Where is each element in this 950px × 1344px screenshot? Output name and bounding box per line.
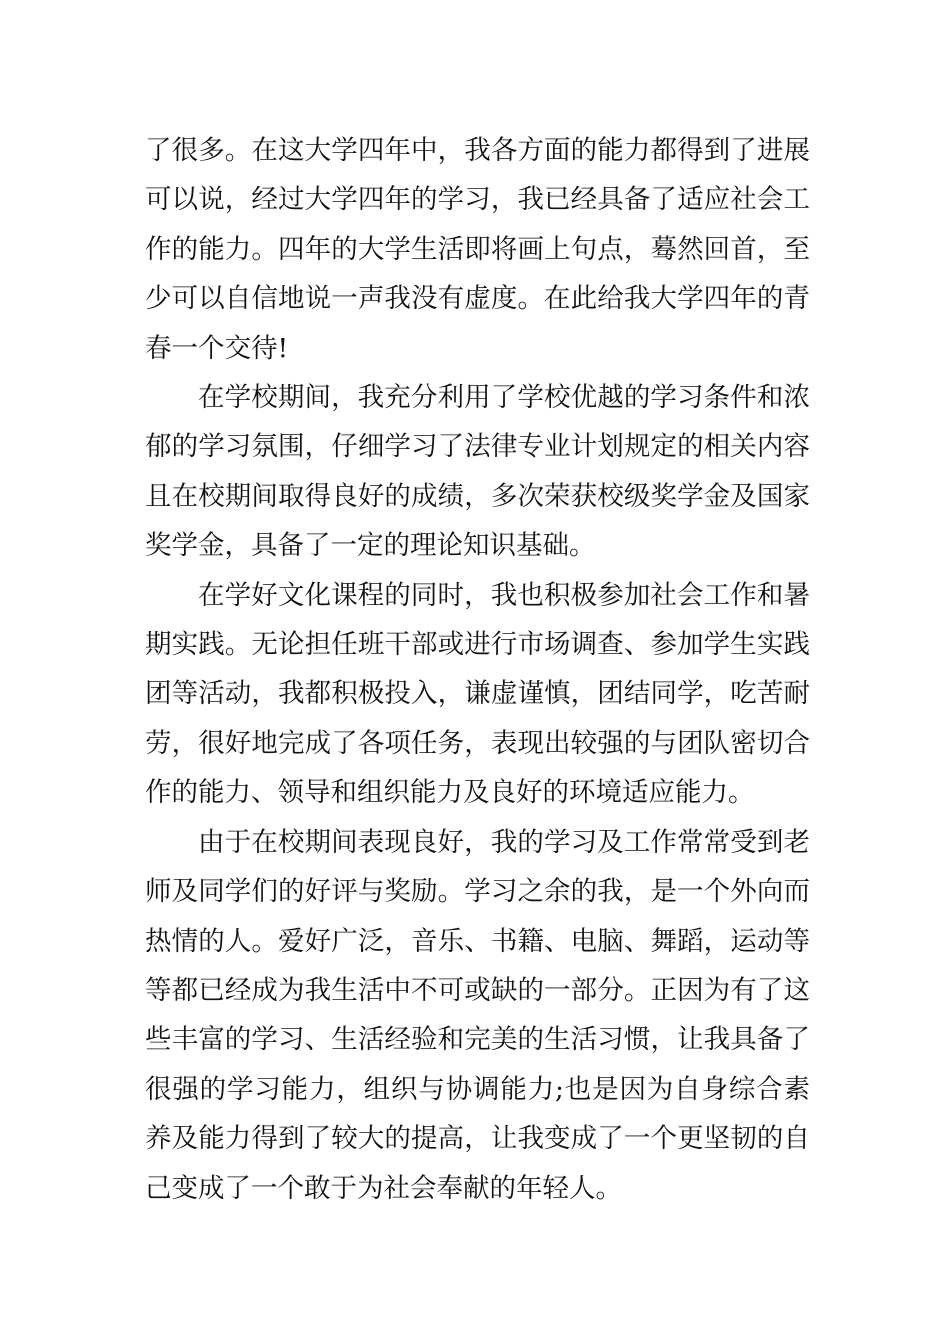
- paragraph-1: 了很多。在这大学四年中，我各方面的能力都得到了进展可以说，经过大学四年的学习，我已经具备了适应社会工作的能力。四年的大学生活即将画上句点，蓦然回首，至少可以自信地说一声我没有虚度。在此给我大学四年的青春一个交待!: [145, 135, 810, 364]
- paragraph-4: 由于在校期间表现良好，我的学习及工作常常受到老师及同学们的好评与奖励。学习之余的我，是一个外向而热情的人。爱好广泛，音乐、书籍、电脑、舞蹈，运动等等都已经成为我生活中不可或缺的一部分。正因为有了这些丰富的学习、生活经验和完美的生活习惯，让我具备了很强的学习能力，组织与协调能力;也是因为自身综合素养及能力得到了较大的提高，让我变成了一个更坚韧的自己变成了一个敢于为社会奉献的年轻人。: [145, 826, 810, 1204]
- document-body: [145, 126, 810, 1213]
- paragraph-2: 在学校期间，我充分利用了学校优越的学习条件和浓郁的学习氛围，仔细学习了法律专业计划规定的相关内容且在校期间取得良好的成绩，多次荣获校级奖学金及国家奖学金，具备了一定的理论知识基础。: [145, 382, 810, 562]
- paragraph-3: 在学好文化课程的同时，我也积极参加社会工作和暑期实践。无论担任班干部或进行市场调查、参加学生实践团等活动，我都积极投入，谦虚谨慎，团结同学，吃苦耐劳，很好地完成了各项任务，表现出较强的与团队密切合作的能力、领导和组织能力及良好的环境适应能力。: [145, 579, 810, 809]
